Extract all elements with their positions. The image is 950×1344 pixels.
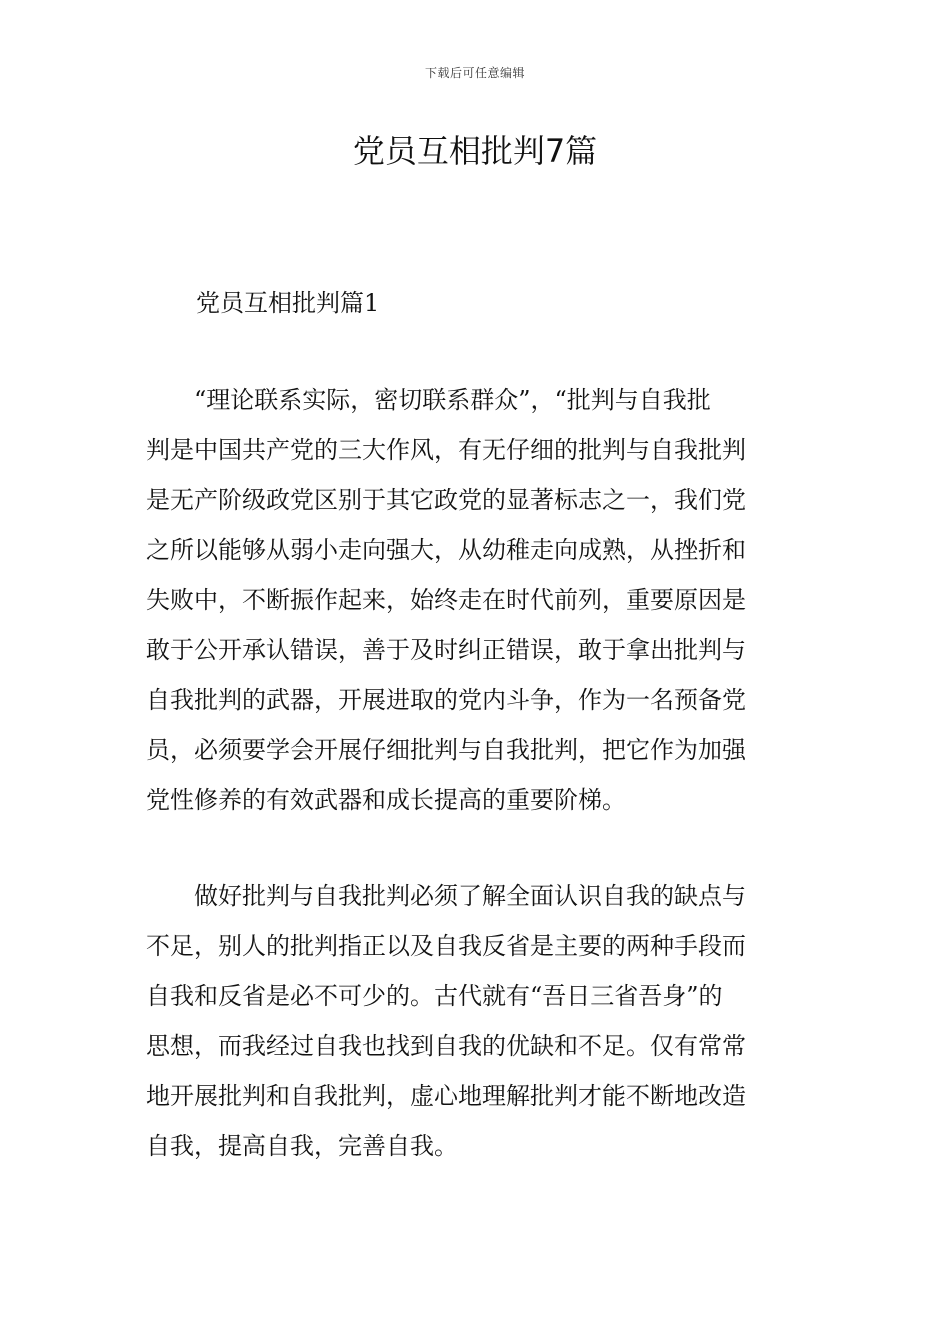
header-note: 下载后可任意编辑 <box>424 66 525 80</box>
paragraph-line: 自我批判的武器，开展进取的党内斗争，作为一名预备党 <box>146 686 746 714</box>
paragraph-line: 是无产阶级政党区别于其它政党的显著标志之一，我们党 <box>146 486 746 514</box>
paragraph-line: “理论联系实际，密切联系群众”，“批判与自我批 <box>194 386 711 414</box>
paragraph-line: 失败中，不断振作起来，始终走在时代前列，重要原因是 <box>146 586 746 614</box>
paragraph-1 <box>146 375 806 825</box>
paragraph-line: 之所以能够从弱小走向强大，从幼稚走向成熟，从挫折和 <box>146 536 746 564</box>
section-heading: 党员互相批判篇1 <box>196 289 380 317</box>
paragraph-line: 做好批判与自我批判必须了解全面认识自我的缺点与 <box>194 882 746 910</box>
paragraph-line: 党性修养的有效武器和成长提高的重要阶梯。 <box>146 786 626 814</box>
paragraph-line: 判是中国共产党的三大作风，有无仔细的批判与自我批判 <box>146 436 746 464</box>
paragraph-line: 不足，别人的批判指正以及自我反省是主要的两种手段而 <box>146 932 746 960</box>
paragraph-line: 员，必须要学会开展仔细批判与自我批判，把它作为加强 <box>146 736 746 764</box>
paragraph-line: 自我，提高自我，完善自我。 <box>146 1132 458 1160</box>
paragraph-line: 敢于公开承认错误，善于及时纠正错误，敢于拿出批判与 <box>146 636 746 664</box>
paragraph-line: 自我和反省是必不可少的。古代就有“吾日三省吾身”的 <box>146 982 723 1010</box>
document-title: 党员互相批判7篇 <box>352 132 598 170</box>
paragraph-2 <box>146 871 806 1171</box>
paragraph-line: 思想，而我经过自我也找到自我的优缺和不足。仅有常常 <box>146 1032 746 1060</box>
paragraph-line: 地开展批判和自我批判，虚心地理解批判才能不断地改造 <box>146 1082 746 1110</box>
